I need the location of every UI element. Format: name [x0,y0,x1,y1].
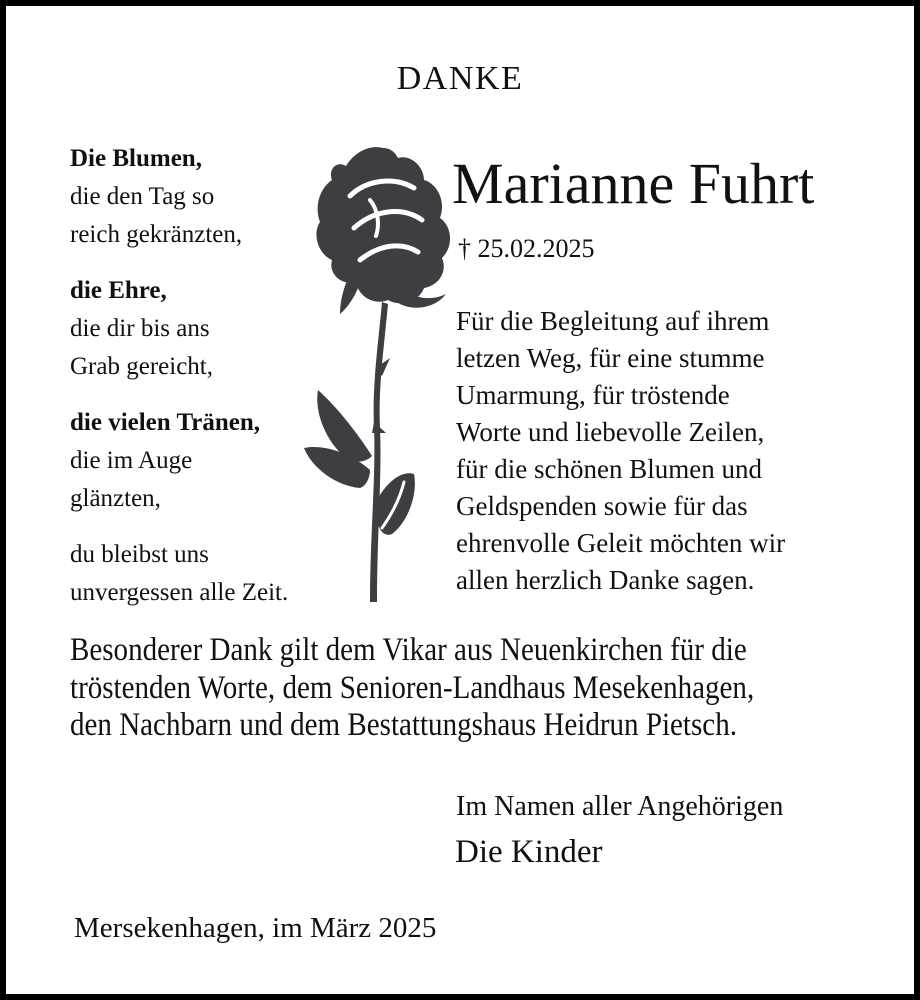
place-and-date: Mersekenhagen, im März 2025 [74,912,437,944]
thanks-line: allen herzlich Danke sagen. [456,565,755,595]
special-thanks-paragraph [70,632,754,745]
thanks-line: letzen Weg, für eine stumme [456,343,765,373]
signature-on-behalf: Im Namen aller Angehörigen [456,791,784,822]
notice-header: DANKE [396,60,524,97]
thanks-line: Umarmung, für tröstende [456,380,730,410]
special-thanks-line: tröstenden Worte, dem Senioren-Landhaus Mesekenhagen, [70,669,755,706]
rose-icon [298,136,453,614]
poem-line: du bleibst uns [70,541,209,568]
poem-closing-stanza [70,536,330,612]
signature-family: Die Kinder [455,834,603,870]
thanks-line: Für die Begleitung auf ihrem [456,306,770,336]
poem-stanza [70,272,330,386]
poem-stanza [70,140,330,254]
poem-line: die im Auge [70,447,193,474]
poem-line: reich gekränzten, [70,221,243,248]
poem-column [70,140,330,630]
poem-line: Grab gereicht, [70,353,213,380]
poem-stanza-title: die Ehre, [70,277,167,304]
poem-line: die den Tag so [70,183,215,210]
deceased-name: Marianne Fuhrt [452,151,815,216]
poem-stanza [70,404,330,518]
special-thanks-line: Besonderer Dank gilt dem Vikar aus Neuenkirchen für die [70,632,747,668]
poem-line: glänzten, [70,485,161,512]
thanks-line: Worte und liebevolle Zeilen, [456,417,765,447]
thanks-line: für die schönen Blumen und [456,454,762,484]
poem-line: unvergessen alle Zeit. [70,579,289,606]
special-thanks-line: den Nachbarn und dem Bestattungshaus Heidrun Pietsch. [70,707,737,743]
thanks-paragraph [456,303,785,599]
poem-line: die dir bis ans [70,315,210,342]
poem-stanza-title: die vielen Tränen, [70,409,261,436]
death-date: † 25.02.2025 [458,234,595,263]
thanks-line: ehrenvolle Geleit möchten wir [456,528,786,558]
thanks-line: Geldspenden sowie für das [456,491,748,521]
poem-stanza-title: Die Blumen, [70,145,202,172]
